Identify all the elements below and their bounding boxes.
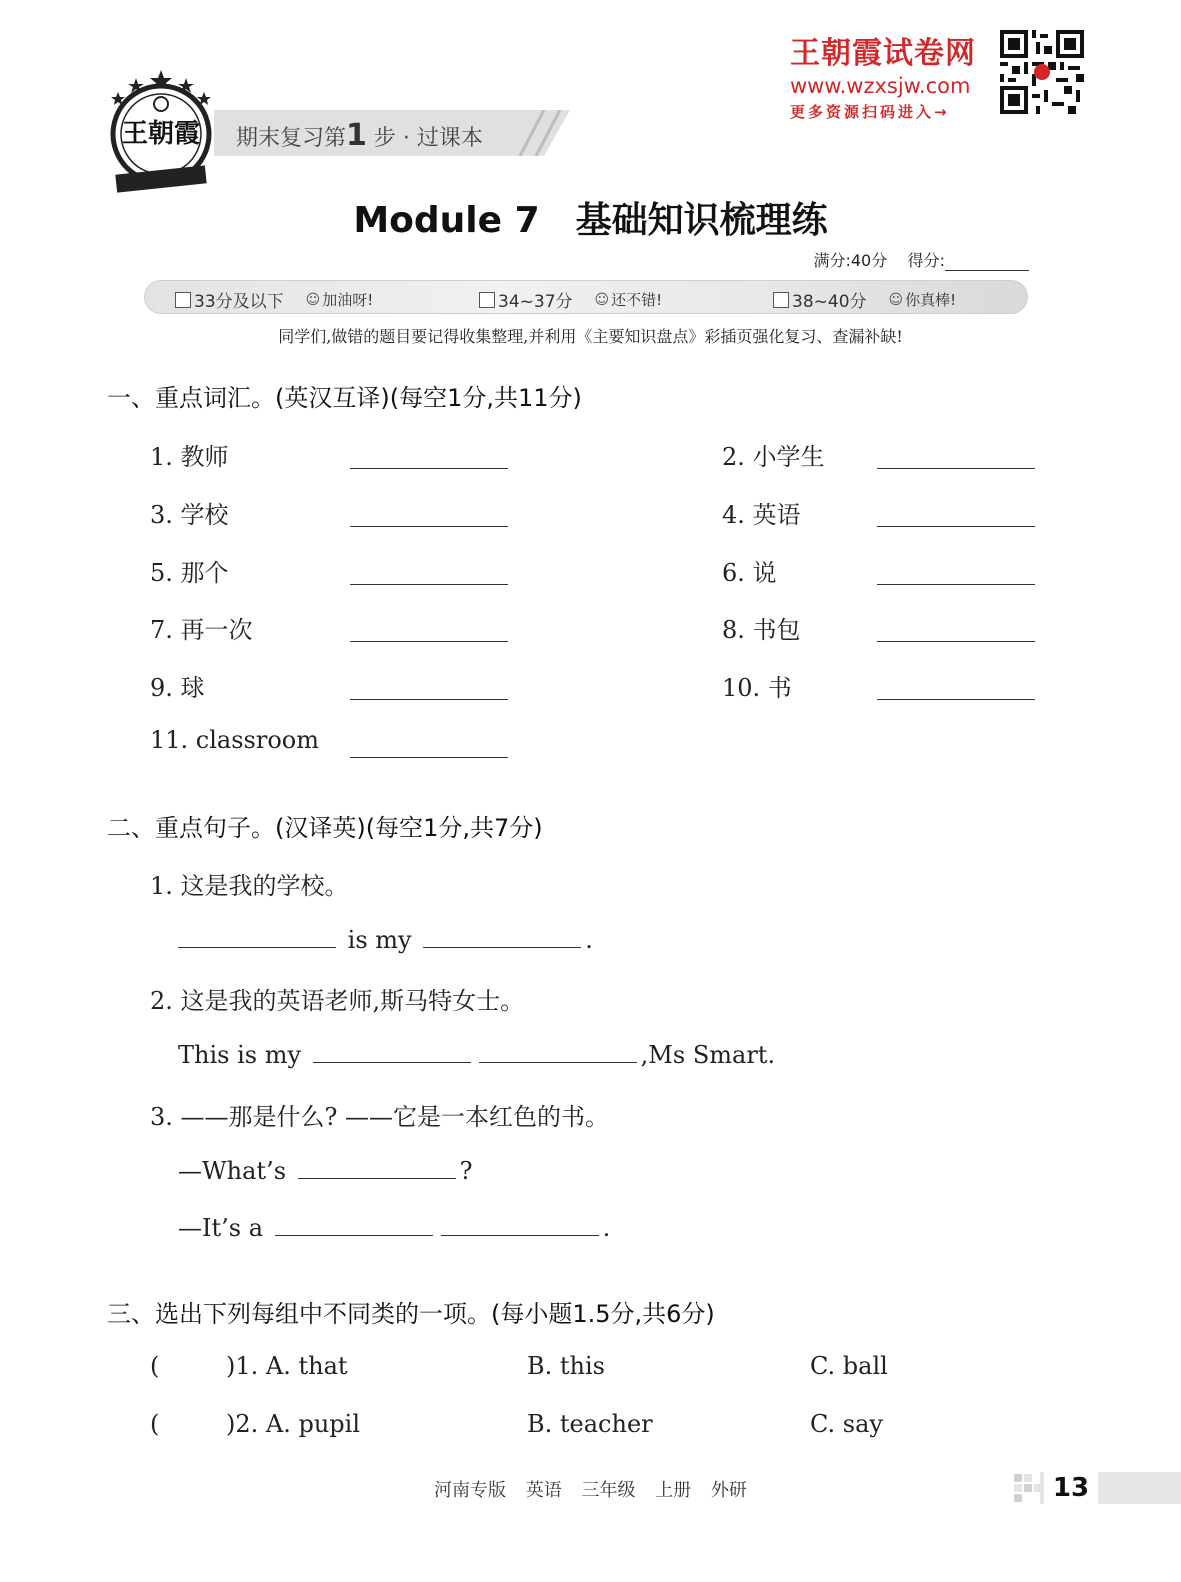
vocab-item: 11. classroom (150, 726, 319, 754)
sentence-prompt: 2. 这是我的英语老师,斯马特女士。 (150, 987, 525, 1015)
brand-block (790, 28, 1000, 122)
answer-blank[interactable] (441, 1212, 599, 1236)
vocab-item: 10. 书 (722, 674, 792, 702)
vocab-item: 2. 小学生 (722, 443, 825, 471)
footer-edition: 河南专版 英语 三年级 上册 外研 (434, 1480, 747, 1501)
vocab-item: 7. 再一次 (150, 616, 253, 644)
score-row (813, 248, 1029, 271)
brand-tip: 更多资源扫码进入→ (790, 103, 950, 121)
checkbox[interactable] (479, 292, 495, 308)
step-number: 1 (346, 118, 367, 153)
page-deco-icon (1014, 1474, 1042, 1504)
score-blank[interactable] (945, 253, 1029, 271)
section-3-title: 三、选出下列每组中不同类的一项。(每小题1.5分,共6分) (107, 1300, 715, 1328)
choice-option-b: B. this (527, 1352, 605, 1380)
brand-name: 王朝霞试卷网 (790, 36, 976, 71)
sentence-answer-line: This is my ,Ms Smart. (178, 1041, 776, 1069)
brand-logo-badge (106, 68, 216, 194)
checkbox[interactable] (773, 292, 789, 308)
smile-icon: ☺ (594, 291, 610, 308)
section-1-title: 一、重点词汇。(英汉互译)(每空1分,共11分) (107, 384, 582, 412)
answer-blank[interactable] (350, 757, 508, 758)
grade-option-2: 34~37分 ☺ 还不错! (479, 287, 662, 312)
grade-bar (144, 280, 1028, 314)
brand-url: www.wzxsjw.com (790, 74, 971, 98)
sentence-prompt: 3. ——那是什么? ——它是一本红色的书。 (150, 1103, 610, 1131)
choice-option-a: )2. A. pupil (226, 1410, 361, 1438)
answer-blank[interactable] (423, 924, 581, 948)
qr-code-icon (1000, 30, 1084, 114)
vocab-item: 9. 球 (150, 674, 205, 702)
step-label: 期末复习第1 步 · 过课本 (236, 118, 483, 153)
smile-icon: ☺ (888, 291, 904, 308)
answer-blank[interactable] (877, 584, 1035, 585)
vocab-item: 4. 英语 (722, 501, 801, 529)
full-score-label: 满分:40分 (813, 251, 888, 270)
got-score-label: 得分: (907, 251, 945, 270)
vocab-item: 3. 学校 (150, 501, 229, 529)
checkbox[interactable] (175, 292, 191, 308)
page-title: Module 7 基础知识梳理练 (353, 200, 828, 241)
choice-option-c: C. say (810, 1410, 883, 1438)
choice-paren[interactable]: ( (150, 1410, 160, 1438)
answer-blank[interactable] (877, 641, 1035, 642)
answer-blank[interactable] (877, 526, 1035, 527)
sentence-prompt: 1. 这是我的学校。 (150, 872, 349, 900)
vocab-item: 1. 教师 (150, 443, 229, 471)
choice-option-c: C. ball (810, 1352, 888, 1380)
choice-paren[interactable]: ( (150, 1352, 160, 1380)
grade-option-1: 33分及以下 ☺ 加油呀! (175, 287, 373, 312)
answer-blank[interactable] (313, 1039, 471, 1063)
logo-text: 王朝霞 (121, 119, 201, 149)
choice-option-b: B. teacher (527, 1410, 653, 1438)
grade-option-3: 38~40分 ☺ 你真棒! (773, 287, 956, 312)
section-2-title: 二、重点句子。(汉译英)(每空1分,共7分) (107, 814, 543, 842)
sentence-answer-line: —It’s a . (178, 1214, 611, 1242)
smile-icon: ☺ (305, 291, 321, 308)
answer-blank[interactable] (479, 1039, 637, 1063)
choice-option-a: )1. A. that (226, 1352, 348, 1380)
vocab-item: 8. 书包 (722, 616, 801, 644)
answer-blank[interactable] (350, 699, 508, 700)
answer-blank[interactable] (350, 584, 508, 585)
sentence-answer-line: is my . (178, 924, 593, 954)
answer-blank[interactable] (350, 526, 508, 527)
answer-blank[interactable] (877, 699, 1035, 700)
answer-blank[interactable] (350, 468, 508, 469)
answer-blank[interactable] (275, 1212, 433, 1236)
page-number: 13 (1044, 1472, 1098, 1504)
vocab-item: 6. 说 (722, 559, 777, 587)
answer-blank[interactable] (877, 468, 1035, 469)
sentence-answer-line: —What’s ? (178, 1157, 473, 1185)
vocab-item: 5. 那个 (150, 559, 229, 587)
answer-blank[interactable] (178, 924, 336, 948)
answer-blank[interactable] (298, 1155, 456, 1179)
answer-blank[interactable] (350, 641, 508, 642)
review-tip: 同学们,做错的题目要记得收集整理,并利用《主要知识盘点》彩插页强化复习、查漏补缺! (278, 327, 903, 346)
